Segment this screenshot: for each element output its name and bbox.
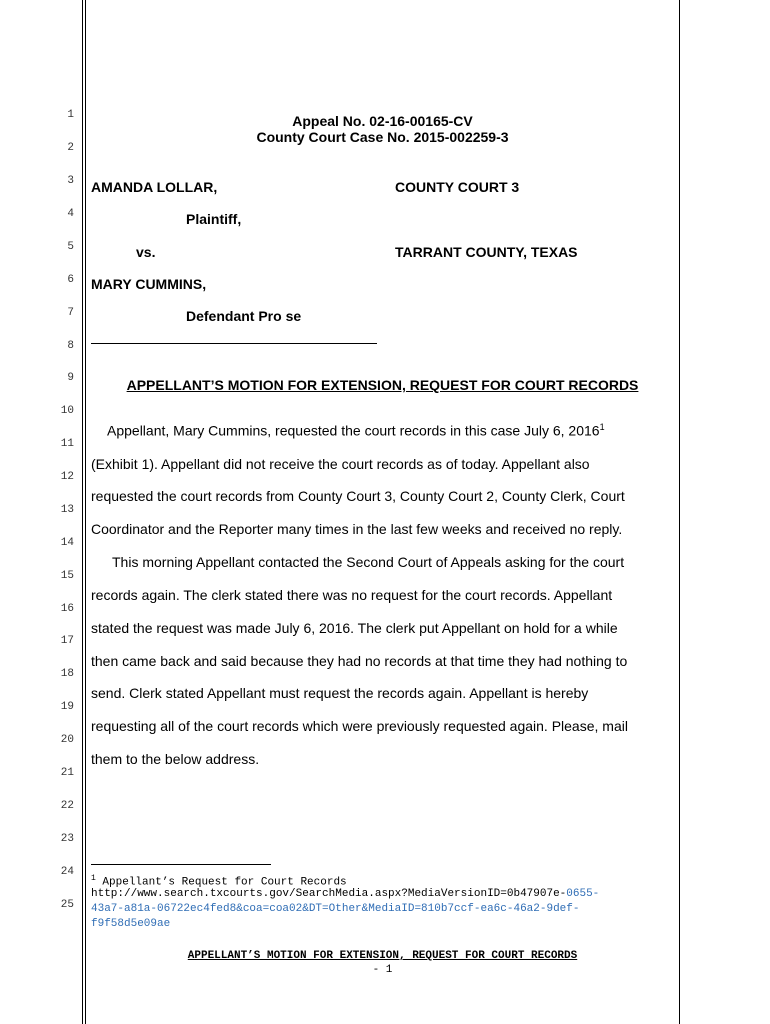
left-margin-rule-inner xyxy=(85,0,86,1024)
line-number: 23 xyxy=(60,833,74,845)
footnote-url-line-3[interactable]: f9f58d5e09ae xyxy=(91,918,171,930)
body-line: requested the court records from County Court 3, County Court 2, County Clerk, Court xyxy=(91,488,625,504)
line-number: 16 xyxy=(60,603,74,615)
line-number: 7 xyxy=(67,307,74,319)
versus-label: vs. xyxy=(136,244,156,260)
defendant-role: Defendant Pro se xyxy=(186,308,302,324)
line-number: 12 xyxy=(60,471,74,483)
line-number: 6 xyxy=(67,274,74,286)
line-number: 15 xyxy=(60,570,74,582)
footnote-reference: 1 xyxy=(599,422,605,432)
footnote-url-line-2[interactable]: 43a7-a81a-06722ec4fed8&coa=coa02&DT=Other&MediaID=810b7ccf-ea6c-46a2-9def- xyxy=(91,903,580,915)
line-number: 20 xyxy=(60,734,74,746)
appeal-number: Appeal No. 02-16-00165-CV xyxy=(292,113,473,129)
body-line: (Exhibit 1). Appellant did not receive the court records as of today. Appellant also xyxy=(91,456,590,472)
defendant-name: MARY CUMMINS, xyxy=(91,276,207,292)
footnote-url-part-1[interactable]: http://www.search.txcourts.gov/SearchMedia.aspx?MediaVersionID=0b47907e- xyxy=(91,888,567,900)
line-number: 2 xyxy=(67,142,74,154)
line-number: 19 xyxy=(60,701,74,713)
line-number: 8 xyxy=(67,340,74,352)
footnote-url-link-part-1[interactable]: 0655- xyxy=(566,888,600,900)
right-margin-rule xyxy=(679,0,680,1024)
document-title: APPELLANT’S MOTION FOR EXTENSION, REQUEST FOR COURT RECORDS xyxy=(126,377,639,393)
line-number: 13 xyxy=(60,504,74,516)
line-number: 4 xyxy=(67,208,74,220)
line-number: 18 xyxy=(60,668,74,680)
county-case-number: County Court Case No. 2015-002259-3 xyxy=(256,129,509,145)
plaintiff-role: Plaintiff, xyxy=(186,211,242,227)
line-number: 5 xyxy=(67,241,74,253)
line-number: 21 xyxy=(60,767,74,779)
left-margin-rule-outer xyxy=(82,0,83,1024)
footnote-separator xyxy=(91,864,271,865)
footer-title: APPELLANT’S MOTION FOR EXTENSION, REQUEST FOR COURT RECORDS xyxy=(187,950,578,962)
line-number: 10 xyxy=(60,405,74,417)
body-line-text: Appellant, Mary Cummins, requested the court records in this case July 6, 2016 xyxy=(107,422,600,439)
line-number: 17 xyxy=(60,635,74,647)
page-number: - 1 xyxy=(372,964,393,976)
plaintiff-name: AMANDA LOLLAR, xyxy=(91,179,218,195)
footnote-url-line-1 xyxy=(91,888,599,900)
line-number: 25 xyxy=(60,899,74,911)
line-number: 24 xyxy=(60,866,74,878)
caption-divider xyxy=(91,343,377,344)
body-line: them to the below address. xyxy=(91,751,260,767)
line-number: 1 xyxy=(67,109,74,121)
line-number: 3 xyxy=(67,175,74,187)
line-number: 22 xyxy=(60,800,74,812)
footnote-text-line xyxy=(91,874,347,889)
body-line: records again. The clerk stated there was no request for the court records. Appellant xyxy=(91,587,613,603)
body-line: Coordinator and the Reporter many times in the last few weeks and received no reply. xyxy=(91,521,623,537)
body-line xyxy=(107,422,605,439)
body-line: then came back and said because they had no records at that time they had nothing to xyxy=(91,653,628,669)
venue: TARRANT COUNTY, TEXAS xyxy=(395,244,578,260)
line-number: 11 xyxy=(60,438,74,450)
line-number: 14 xyxy=(60,537,74,549)
body-line: send. Clerk stated Appellant must request the records again. Appellant is hereby xyxy=(91,685,589,701)
line-number: 9 xyxy=(67,372,74,384)
body-line: requesting all of the court records which were previously requested again. Please, mail xyxy=(91,718,628,734)
body-line: This morning Appellant contacted the Second Court of Appeals asking for the court xyxy=(112,554,625,570)
body-line: stated the request was made July 6, 2016. The clerk put Appellant on hold for a while xyxy=(91,620,618,636)
court-name: COUNTY COURT 3 xyxy=(395,179,520,195)
footnote-marker: 1 xyxy=(91,874,96,883)
footnote-text: Appellant’s Request for Court Records xyxy=(102,876,347,889)
